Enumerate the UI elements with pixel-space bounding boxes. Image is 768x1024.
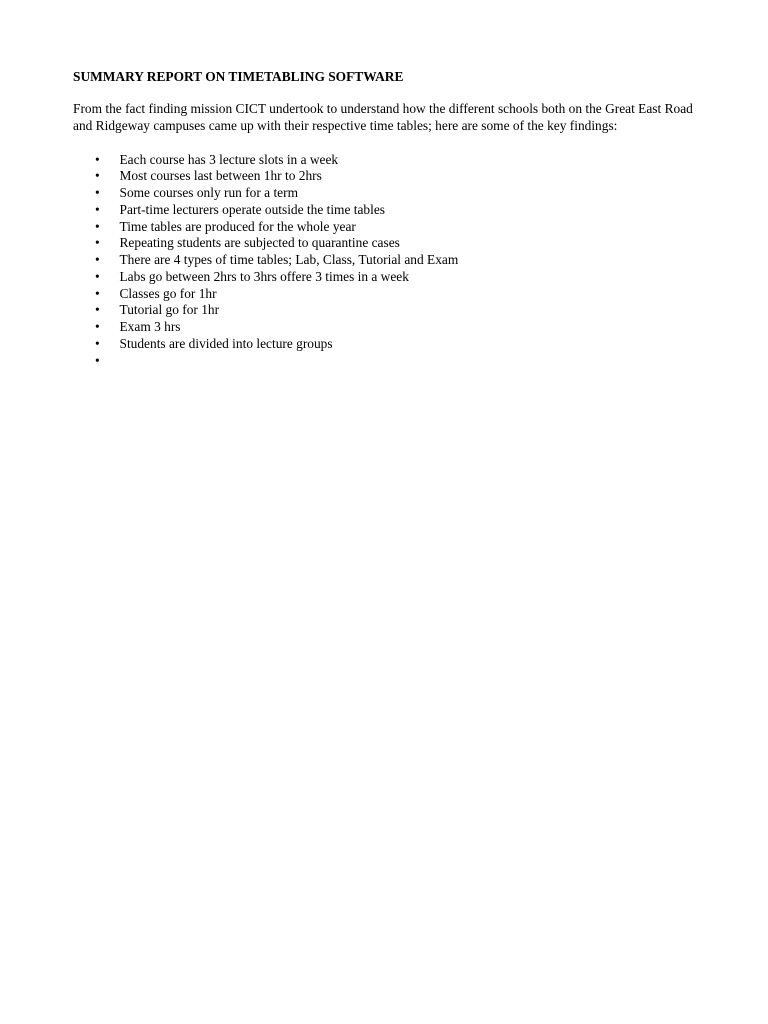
bullet-icon: • bbox=[95, 235, 100, 251]
list-item-text: Labs go between 2hrs to 3hrs offere 3 times in a week bbox=[119, 268, 409, 284]
list-item bbox=[73, 353, 693, 370]
list-item-text: Tutorial go for 1hr bbox=[119, 302, 220, 318]
bullet-icon: • bbox=[95, 201, 100, 217]
bullet-icon: • bbox=[95, 352, 100, 368]
list-item-text: Repeating students are subjected to quarantine cases bbox=[119, 235, 400, 251]
list-item bbox=[73, 336, 693, 353]
list-item bbox=[73, 219, 693, 236]
list-item bbox=[73, 185, 693, 202]
list-item-text: Time tables are produced for the whole year bbox=[119, 218, 356, 234]
key-findings-list bbox=[73, 152, 693, 370]
list-item bbox=[73, 286, 693, 303]
bullet-icon: • bbox=[95, 151, 100, 167]
bullet-icon: • bbox=[95, 302, 100, 318]
bullet-icon: • bbox=[95, 218, 100, 234]
list-item bbox=[73, 302, 693, 319]
list-item-text: Part-time lecturers operate outside the time tables bbox=[119, 201, 385, 217]
bullet-icon: • bbox=[95, 185, 100, 201]
document-body bbox=[73, 68, 693, 369]
document-title: SUMMARY REPORT ON TIMETABLING SOFTWARE bbox=[73, 69, 404, 84]
list-item-text: Students are divided into lecture groups bbox=[119, 335, 333, 351]
list-item bbox=[73, 252, 693, 269]
bullet-icon: • bbox=[95, 335, 100, 351]
list-item bbox=[73, 269, 693, 286]
list-item-text: Exam 3 hrs bbox=[119, 319, 181, 335]
list-item-text: Most courses last between 1hr to 2hrs bbox=[119, 168, 322, 184]
bullet-icon: • bbox=[95, 252, 100, 268]
list-item-text: Each course has 3 lecture slots in a week bbox=[119, 151, 339, 167]
bullet-icon: • bbox=[95, 319, 100, 335]
list-item-text: Some courses only run for a term bbox=[119, 185, 298, 201]
intro-paragraph: From the fact finding mission CICT undertook to understand how the different schools both on the Great East Road and Ridgeway campuses came up with their respective time tables; here are some of the key findings: bbox=[73, 101, 693, 133]
list-item bbox=[73, 168, 693, 185]
list-item-text: Classes go for 1hr bbox=[119, 285, 217, 301]
list-item bbox=[73, 235, 693, 252]
bullet-icon: • bbox=[95, 268, 100, 284]
bullet-icon: • bbox=[95, 168, 100, 184]
list-item bbox=[73, 319, 693, 336]
list-item-text: There are 4 types of time tables; Lab, Class, Tutorial and Exam bbox=[119, 252, 459, 268]
list-item bbox=[73, 202, 693, 219]
bullet-icon: • bbox=[95, 285, 100, 301]
list-item bbox=[73, 152, 693, 169]
